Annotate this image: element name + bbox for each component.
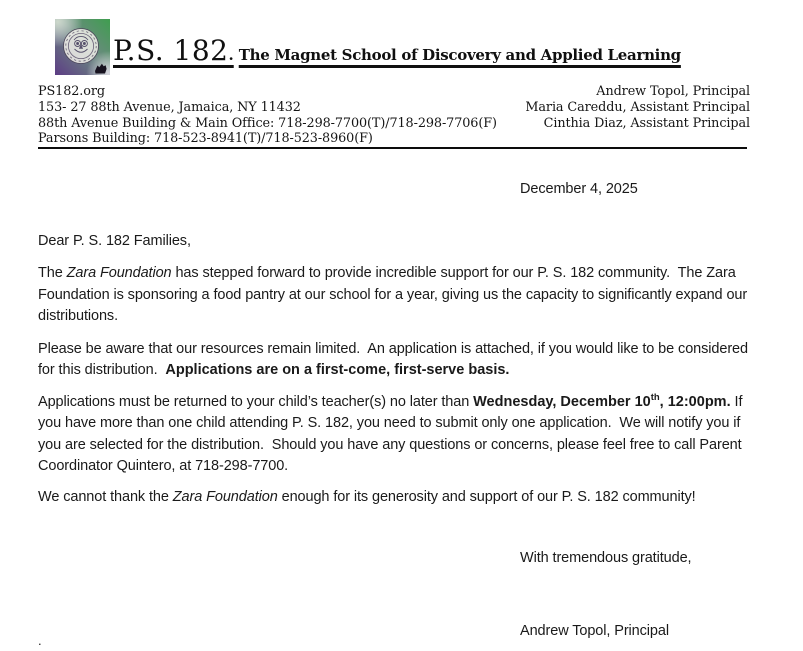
zara-foundation-italic: Zara Foundation — [66, 265, 172, 281]
paragraph-thanks — [38, 487, 756, 509]
text-segment: , 12:00pm. — [659, 393, 731, 410]
school-logo — [55, 19, 110, 75]
parsons-building-line: Parsons Building: 718-523-8941(T)/718-523-8960(F) — [38, 131, 747, 149]
school-name: P.S. 182 — [113, 34, 229, 67]
text-segment: has stepped forward to provide incredible support for our P. S. 182 community. The Zara Foundation is sponsoring a food pantry at our school for a year, giving us the capacity to significantly expand our distributions. — [38, 265, 752, 324]
title-separator: . — [228, 46, 234, 64]
website-line: PS182.org — [38, 84, 105, 99]
address-line: 153- 27 88th Avenue, Jamaica, NY 11432 — [38, 100, 301, 115]
text-segment: If you have more than one child attending P. S. 182, you need to submit only one application. We will notify you if you are selected for the distribution. Should you have any questions or concerns, please feel free to call Parent Coordinator Quintero, at 718-298-7700. — [38, 393, 747, 474]
text-segment: Wednesday, December 10 — [473, 393, 651, 410]
first-come-first-serve-bold: Applications are on a first-come, first-serve basis. — [165, 362, 510, 378]
principal-line: Andrew Topol, Principal — [596, 84, 750, 99]
footer-period-mark: . — [38, 633, 42, 648]
letter-body — [38, 175, 756, 642]
administrators-list — [525, 84, 750, 132]
signature-line: Andrew Topol, Principal — [520, 622, 669, 639]
salutation: Dear P. S. 182 Families, — [38, 232, 191, 249]
text-segment: We cannot thank the — [38, 488, 173, 505]
text-segment: Please be aware that our resources remain limited. An application is attached, if you would like to be considered for this distribution. — [38, 340, 752, 378]
school-crest-icon — [55, 19, 110, 75]
paragraph-application-deadline — [38, 392, 756, 478]
paragraph-limited-resources — [38, 339, 756, 382]
main-office-line: 88th Avenue Building & Main Office: 718-298-7700(T)/718-298-7706(F) — [38, 116, 497, 131]
text-segment: Applications must be returned to your child’s teacher(s) no later than — [38, 393, 474, 410]
ordinal-superscript: th — [650, 391, 660, 403]
text-segment: enough for its generosity and support of our P. S. 182 community! — [277, 488, 696, 505]
assistant-principal-line: Maria Careddu, Assistant Principal — [525, 100, 750, 115]
letter-date: December 4, 2025 — [520, 181, 638, 197]
text-segment: The — [38, 265, 67, 281]
contact-info — [38, 84, 497, 132]
school-tagline: The Magnet School of Discovery and Applied Learning — [238, 46, 681, 64]
zara-foundation-italic: Zara Foundation — [172, 488, 278, 505]
school-title — [113, 34, 681, 67]
assistant-principal-line: Cinthia Diaz, Assistant Principal — [543, 116, 750, 131]
deadline-bold — [473, 391, 731, 410]
closing-line: With tremendous gratitude, — [520, 550, 692, 566]
paragraph-zara-support — [38, 263, 756, 328]
